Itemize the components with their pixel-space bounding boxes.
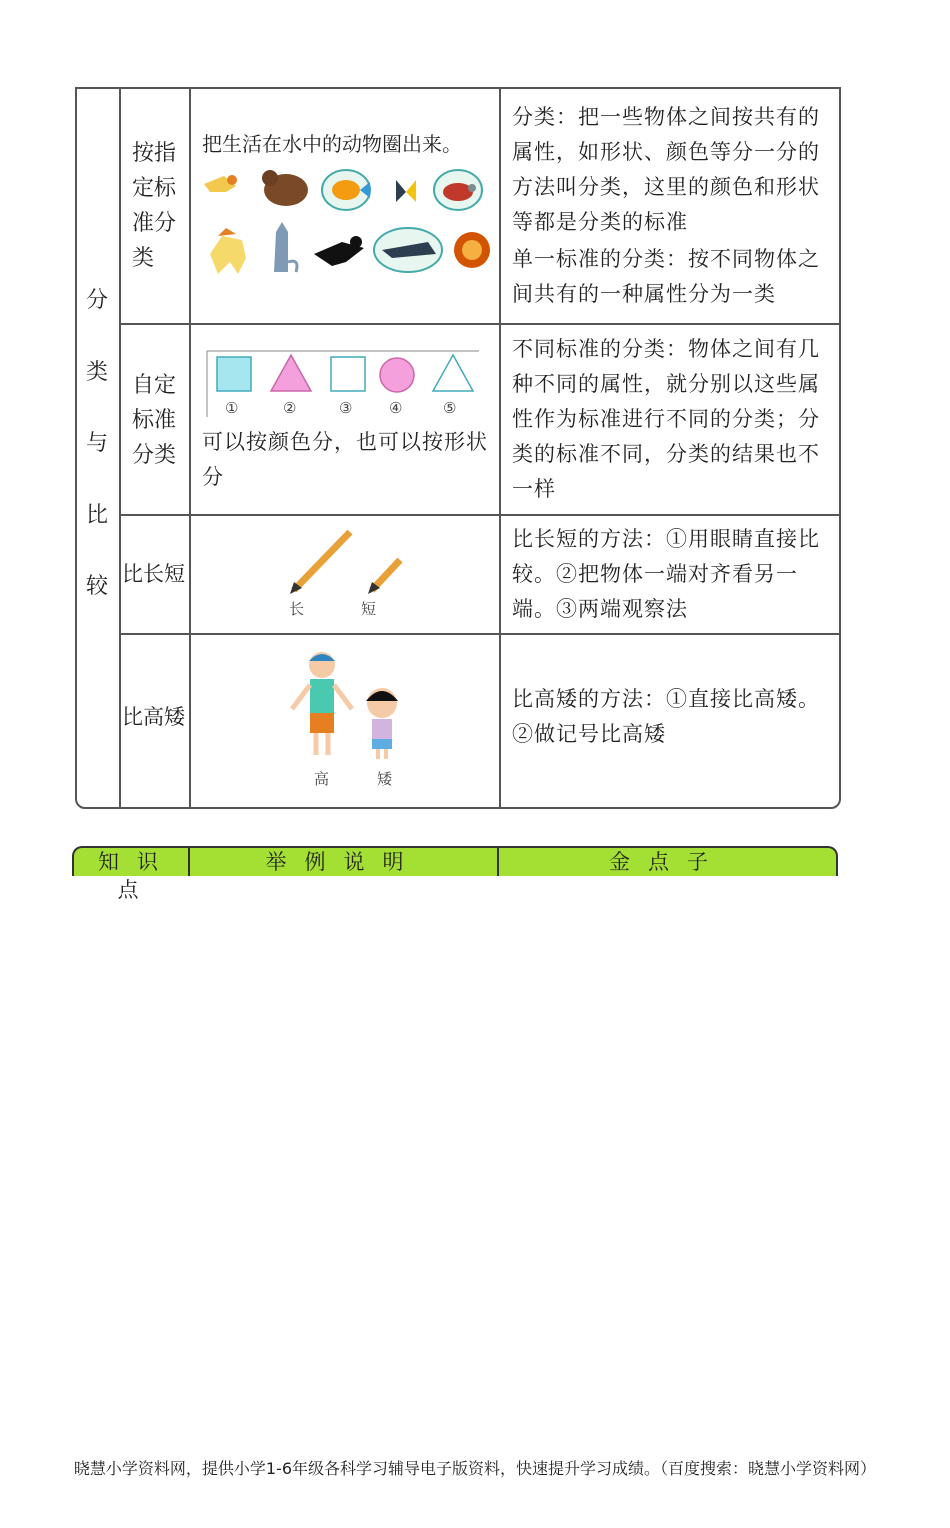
fish-icon	[322, 170, 370, 210]
triangle-outline-icon	[433, 355, 473, 391]
divider	[499, 87, 501, 809]
topic-compare-length: 比长短	[122, 562, 185, 586]
shape-number: ④	[389, 399, 403, 417]
turtle-icon	[434, 170, 482, 210]
eagle-icon	[314, 236, 364, 266]
shape-number: ⑤	[443, 399, 457, 417]
section-label-char: 与	[86, 431, 109, 456]
animals-illustration	[196, 162, 496, 287]
column-header-bar	[72, 846, 838, 902]
shape-number: ②	[283, 399, 297, 417]
lion-icon	[454, 232, 490, 268]
section-label-char: 类	[86, 360, 109, 385]
bear-icon	[262, 170, 308, 206]
example-text: 可以按颜色分，也可以按形状分	[202, 430, 488, 489]
children-illustration	[284, 643, 414, 767]
short-pencil-icon	[368, 560, 400, 594]
tips-compare-length: 比长短的方法：①用眼睛直接比较。②把物体一端对齐看另一端。③两端观察法	[512, 527, 820, 621]
topic-compare-height: 比高矮	[122, 705, 185, 729]
tips-classification: 分类：把一些物体之间按共有的属性，如形状、颜色等分一分的方法叫分类，这里的颜色和形状等都是分类的标准	[512, 105, 820, 234]
footer-text: 晓慧小学资料网，提供小学1-6年级各科学习辅导电子版资料，快速提升学习成绩。（百度搜索：晓慧小学资料网）	[73, 1459, 877, 1478]
label-long: 长	[289, 600, 305, 618]
cat-icon	[274, 222, 297, 272]
label-tall: 高	[314, 770, 330, 788]
shape-number: ③	[339, 399, 353, 417]
divider	[119, 87, 121, 809]
shape-number: ①	[225, 399, 239, 417]
square-cyan-icon	[217, 357, 251, 391]
topic-designated-classification: 按指定标准分类	[132, 141, 177, 271]
bird-icon	[204, 175, 237, 192]
label-short: 矮	[377, 770, 393, 788]
shark-icon	[374, 228, 442, 272]
square-outline-icon	[331, 357, 365, 391]
butterfly-icon	[396, 180, 416, 202]
long-pencil-icon	[290, 532, 350, 594]
example-text: 把生活在水中的动物圈出来。	[202, 132, 462, 156]
pencils-illustration	[280, 524, 420, 596]
tips-single-standard: 单一标准的分类：按不同物体之间共有的一种属性分为一类	[512, 247, 820, 306]
header-knowledge-point: 知识点	[98, 850, 176, 902]
label-short: 短	[361, 600, 377, 618]
circle-pink-icon	[380, 358, 414, 392]
header-golden-tips: 金点子	[609, 850, 726, 874]
short-girl-icon	[366, 688, 398, 759]
tips-multi-standard: 不同标准的分类：物体之间有几种不同的属性，就分别以这些属性作为标准进行不同的分类；分类的标准不同，分类的结果也不一样	[512, 337, 820, 501]
tips-compare-height: 比高矮的方法：①直接比高矮。②做记号比高矮	[512, 687, 820, 746]
tall-boy-icon	[292, 652, 352, 755]
header-examples: 举例说明	[265, 850, 422, 874]
section-label-char: 较	[86, 574, 109, 599]
topic-custom-classification: 自定标准分类	[132, 373, 177, 468]
triangle-pink-icon	[271, 355, 311, 391]
section-label-char: 分	[86, 288, 109, 313]
divider	[120, 633, 840, 635]
horse-icon	[210, 228, 246, 274]
section-label-char: 比	[86, 503, 109, 528]
divider	[120, 323, 840, 325]
divider	[120, 514, 840, 516]
